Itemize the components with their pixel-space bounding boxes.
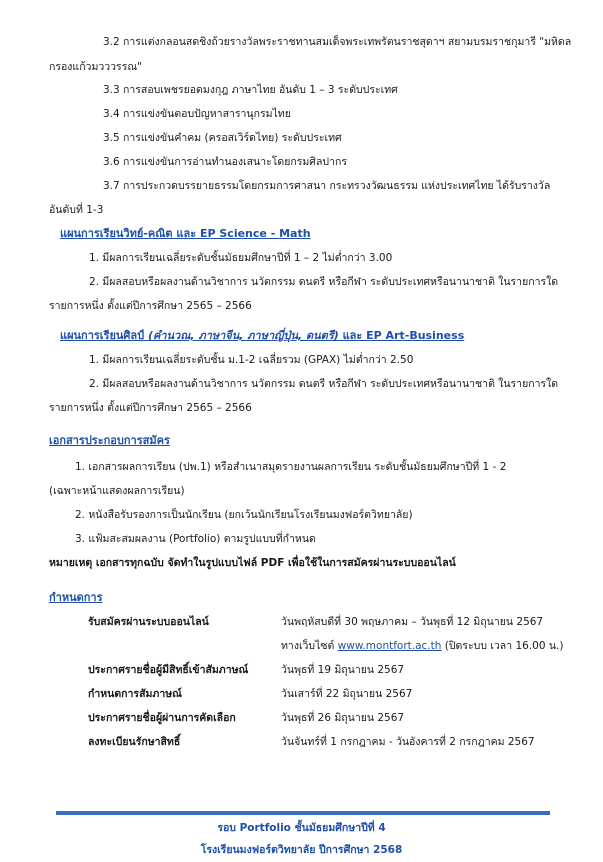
schedule-heading: กำหนดการ — [49, 591, 103, 604]
website-prefix: ทางเว็บไซต์ — [281, 640, 338, 652]
sci-math-req1: 1. มีผลการเรียนเฉลี่ยระดับชั้นมัธยมศึกษาปีที่ 1 – 2 ไม่ต่ำกว่า 3.00 — [89, 252, 393, 264]
interview-label: กำหนดการสัมภาษณ์ — [88, 688, 182, 700]
website-link[interactable]: www.montfort.ac.th — [337, 640, 442, 652]
announce-label: ประกาศรายชื่อผู้มีสิทธิ์เข้าสัมภาษณ์ — [88, 664, 249, 676]
footer-divider — [56, 811, 550, 815]
item-3-7-line2: อันดับที่ 1-3 — [49, 204, 104, 216]
register-label: ลงทะเบียนรักษาสิทธิ์ — [88, 736, 181, 748]
register-value: วันจันทร์ที่ 1 กรกฎาคม - วันอังคารที่ 2 กรกฎาคม 2567 — [281, 736, 535, 748]
doc-1-line1: 1. เอกสารผลการเรียน (ปพ.1) หรือสำเนาสมุดรายงานผลการเรียน ระดับชั้นมัธยมศึกษาปีที่ 1 - 2 — [75, 461, 507, 473]
sci-math-heading: แผนการเรียนวิทย์-คณิต และ EP Science - Math — [60, 227, 311, 240]
item-3-3: 3.3 การสอบเพชรยอดมงกุฎ ภาษาไทย อันดับ 1 – 3 ระดับประเทศ — [103, 84, 398, 96]
documents-heading: เอกสารประกอบการสมัคร — [49, 434, 170, 447]
result-value: วันพุธที่ 26 มิถุนายน 2567 — [281, 712, 405, 724]
result-label: ประกาศรายชื่อผู้ผ่านการคัดเลือก — [88, 712, 236, 724]
documents-note: หมายเหตุ เอกสารทุกฉบับ จัดทำในรูปแบบไฟล์ PDF เพื่อใช้ในการสมัครผ่านระบบออนไลน์ — [49, 557, 456, 569]
website-line — [281, 639, 563, 653]
arts-heading — [60, 329, 464, 343]
website-suffix: (ปิดระบบ เวลา 16.00 น.) — [441, 640, 564, 652]
item-3-2-line1: 3.2 การแต่งกลอนสดชิงถ้วยรางวัลพระราชทานสมเด็จพระเทพรัตนราชสุดาฯ สยามบรมราชกุมารี "มหิดล — [103, 36, 572, 48]
doc-1-line2: (เฉพาะหน้าแสดงผลการเรียน) — [49, 485, 185, 497]
arts-heading-b: (คำนวณ, ภาษาจีน, ภาษาญี่ปุ่น, ดนตรี) — [147, 329, 339, 342]
arts-req1: 1. มีผลการเรียนเฉลี่ยระดับชั้น ม.1-2 เฉลี่ยรวม (GPAX) ไม่ต่ำกว่า 2.50 — [89, 354, 414, 366]
interview-value: วันเสาร์ที่ 22 มิถุนายน 2567 — [281, 688, 413, 700]
item-3-7-line1: 3.7 การประกวดบรรยายธรรมโดยกรมการศาสนา กระทรวงวัฒนธรรม แห่งประเทศไทย ได้รับรางวัล — [103, 180, 551, 192]
apply-value: วันพฤหัสบดีที่ 30 พฤษภาคม – วันพุธที่ 12 มิถุนายน 2567 — [281, 616, 544, 628]
sci-math-req2-line1: 2. มีผลสอบหรือผลงานด้านวิชาการ นวัตกรรม ดนตรี หรือกีฬา ระดับประเทศหรือนานาชาติ ในรายการใด — [89, 276, 559, 288]
announce-value: วันพุธที่ 19 มิถุนายน 2567 — [281, 664, 405, 676]
doc-2: 2. หนังสือรับรองการเป็นนักเรียน (ยกเว้นนักเรียนโรงเรียนมงฟอร์ตวิทยาลัย) — [75, 509, 413, 521]
item-3-4: 3.4 การแข่งขันตอบปัญหาสารานุกรมไทย — [103, 108, 291, 120]
item-3-5: 3.5 การแข่งขันคำคม (ครอสเวิร์ดไทย) ระดับประเทศ — [103, 132, 342, 144]
sci-math-req2-line2: รายการหนึ่ง ตั้งแต่ปีการศึกษา 2565 – 2566 — [49, 300, 252, 312]
footer-line1: รอบ Portfolio ชั้นมัธยมศึกษาปีที่ 4 — [217, 822, 386, 834]
item-3-6: 3.6 การแข่งขันการอ่านทำนองเสนาะโดยกรมศิลปากร — [103, 156, 347, 168]
arts-heading-c: และ EP Art-Business — [338, 329, 465, 342]
item-3-2-line2: กรองแก้วมวววรรณ" — [49, 61, 142, 73]
arts-heading-a: แผนการเรียนศิลป์ — [60, 329, 148, 342]
footer-line2: โรงเรียนมงฟอร์ตวิทยาลัย ปีการศึกษา 2568 — [200, 844, 403, 856]
arts-req2-line2: รายการหนึ่ง ตั้งแต่ปีการศึกษา 2565 – 2566 — [49, 402, 252, 414]
apply-label: รับสมัครผ่านระบบออนไลน์ — [88, 616, 209, 628]
arts-req2-line1: 2. มีผลสอบหรือผลงานด้านวิชาการ นวัตกรรม ดนตรี หรือกีฬา ระดับประเทศหรือนานาชาติ ในรายการใด — [89, 378, 559, 390]
doc-3: 3. แฟ้มสะสมผลงาน (Portfolio) ตามรูปแบบที่กำหนด — [75, 533, 316, 545]
